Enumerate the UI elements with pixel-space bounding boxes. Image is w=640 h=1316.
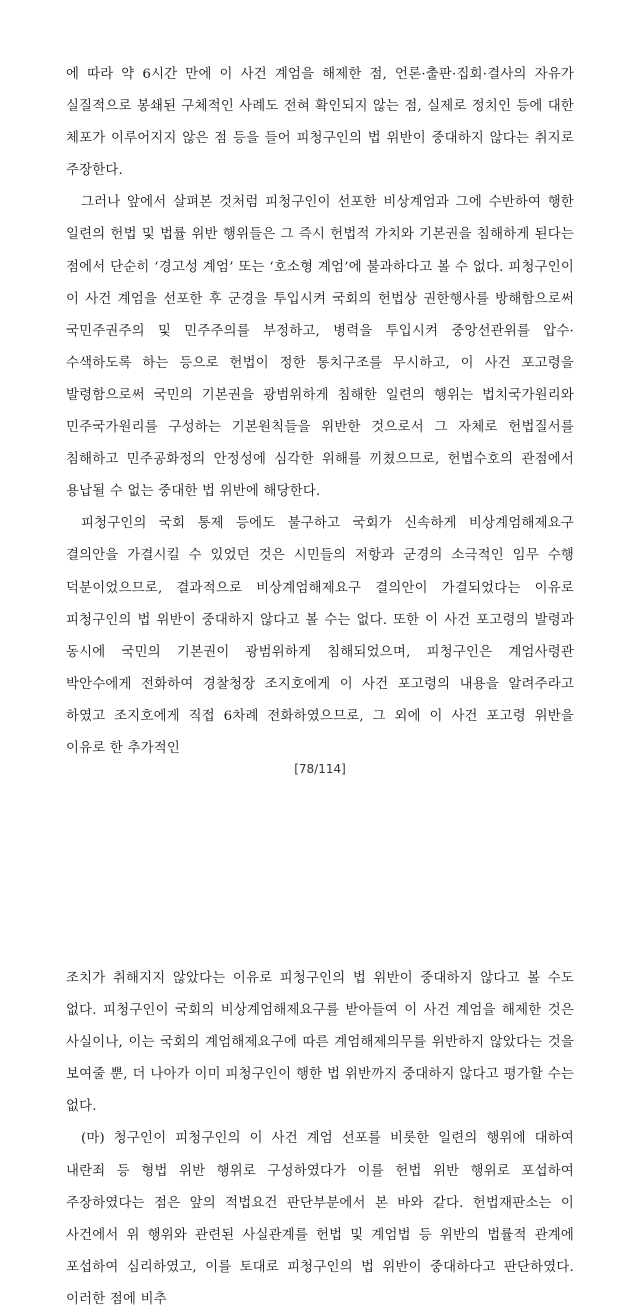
- paragraph-section-ma: (마) 청구인이 피청구인의 이 사건 계엄 선포를 비롯한 일련의 행위에 대하여 내란죄 등 형법 위반 행위로 구성하였다가 이를 헌법 위반 행위로 포섭하여 주장하였다는 점은 앞의 적법요건 판단부분에서 본 바와 같다. 헌법재판소는 이 사건에서 위 행위와 관련된 사실관계를 헌법 및 계엄법 등 위반의 법률적 관계에 포섭하여 심리하였고, 이를 토대로 피청구인의 법 위반이 중대하다고 판단하였다. 이러한 점에 비추: [66, 1131, 574, 1307]
- paragraph-national-assembly: 피청구인의 국회 통제 등에도 불구하고 국회가 신속하게 비상계엄해제요구 결의안을 가결시킬 수 있었던 것은 시민들의 저항과 군경의 소극적인 임무 수행 덕분이었으므로, 결과적으로 비상계엄해제요구 결의안이 가결되었다는 이유로 피청구인의 법 위반이 중대하지 않다고 볼 수는 없다. 또한 이 사건 포고령의 발령과 동시에 국민의 기본권이 광범위하게 침해되었으며, 피청구인은 계엄사령관 박안수에게 전화하여 경찰청장 조지호에게 이 사건 포고령의 내용을 알려주라고 하였고 조지호에게 직접 6차례 전화하였으므로, 그 외에 이 사건 포고령 위반을 이유로 한 추가적인: [66, 516, 574, 756]
- page-body-top: [66, 59, 574, 765]
- paragraph-counterargument: 그러나 앞에서 살펴본 것처럼 피청구인이 선포한 비상계엄과 그에 수반하여 행한 일련의 헌법 및 법률 위반 행위들은 그 즉시 헌법적 가치와 기본권을 침해하게 된다는 점에서 단순히 ‘경고성 계엄’ 또는 ‘호소형 계엄’에 불과하다고 볼 수 없다. 피청구인이 이 사건 계엄을 선포한 후 군경을 투입시켜 국회의 헌법상 권한행사를 방해함으로써 국민주권주의 및 민주주의를 부정하고, 병력을 투입시켜 중앙선관위를 압수·수색하도록 하는 등으로 헌법이 정한 통치구조를 무시하고, 이 사건 포고령을 발령함으로써 국민의 기본권을 광범위하게 침해한 일련의 행위는 법치국가원리와 민주국가원리를 구성하는 기본원칙들을 위반한 것으로서 그 자체로 헌법질서를 침해하고 민주공화정의 안정성에 심각한 위해를 끼쳤으므로, 헌법수호의 관점에서 용납될 수 없는 중대한 법 위반에 해당한다.: [66, 195, 574, 500]
- paragraph-continuation-next-page: 조치가 취해지지 않았다는 이유로 피청구인의 법 위반이 중대하지 않다고 볼 수도 없다. 피청구인이 국회의 비상계엄해제요구를 받아들여 이 사건 계엄을 해제한 것은 사실이나, 이는 국회의 계엄해제요구에 따른 계엄해제의무를 위반하지 않았다는 것을 보여줄 뿐, 더 나아가 이미 피청구인이 행한 법 위반까지 중대하지 않다고 평가할 수는 없다.: [66, 971, 574, 1115]
- page-number: [78/114]: [294, 762, 346, 776]
- page-body-bottom: [66, 963, 574, 1316]
- paragraph-continuation: 에 따라 약 6시간 만에 이 사건 계엄을 해제한 점, 언론·출판·집회·결사의 자유가 실질적으로 봉쇄된 구체적인 사례도 전혀 확인되지 않는 점, 실제로 정치인 등에 대한 체포가 이루어지지 않은 점 등을 들어 피청구인의 법 위반이 중대하지 않다는 취지로 주장한다.: [66, 67, 574, 179]
